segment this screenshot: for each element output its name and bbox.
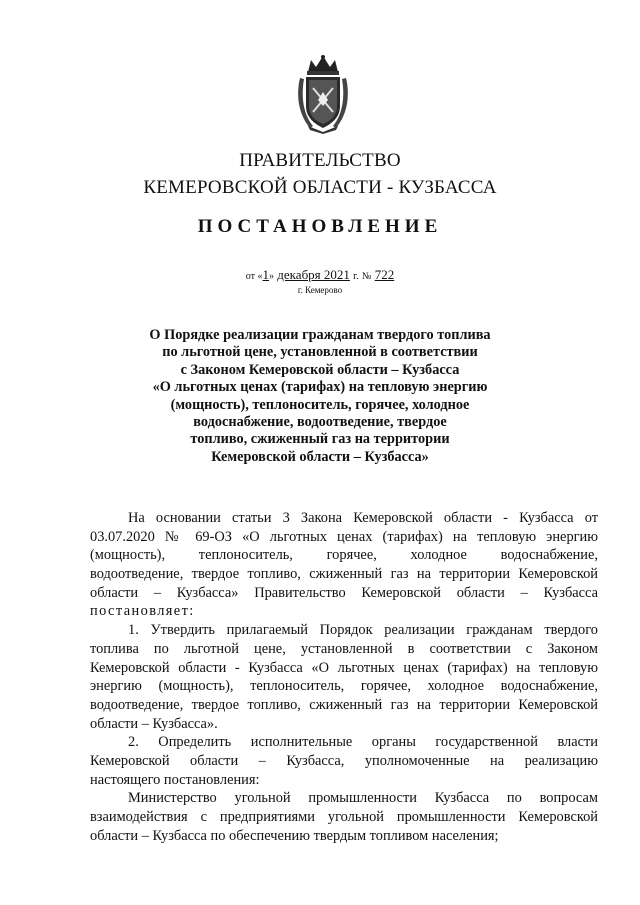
- body-line: водоотведение, твердое топливо, сжиженный газ на территории Кемеровской: [90, 696, 598, 713]
- body-line: водоотведение, твердое топливо, сжиженный газ на территории Кемеровской: [90, 566, 598, 583]
- date-day: 1: [262, 267, 270, 282]
- body-line: энергию (мощность), теплоноситель, горячее, холодное водоснабжение,: [90, 678, 598, 695]
- paragraph-ministry: [90, 789, 598, 845]
- government-name-line1: ПРАВИТЕЛЬСТВО: [239, 150, 401, 171]
- subject-line: «О льготных ценах (тарифах) на тепловую энергию: [152, 379, 488, 396]
- government-name-line2: КЕМЕРОВСКОЙ ОБЛАСТИ - КУЗБАССА: [143, 177, 497, 198]
- date-mid: »: [269, 271, 275, 282]
- subject-line: с Законом Кемеровской области – Кузбасса: [180, 361, 460, 378]
- subject-line: Кемеровской области – Кузбасса»: [211, 448, 429, 465]
- decree-subject: [140, 327, 500, 466]
- body-line: области – Кузбасса».: [90, 715, 218, 732]
- body-line: (мощность), теплоноситель, горячее, холодное водоснабжение,: [90, 547, 598, 564]
- date-month-year: декабря 2021: [277, 267, 350, 282]
- paragraph-item-1: [90, 621, 598, 733]
- body-line: 03.07.2020 № 69-ОЗ «О льготных ценах (тарифах) на тепловую энергию: [90, 528, 598, 545]
- kuzbass-coat-of-arms-icon: [296, 54, 350, 134]
- decree-dateline: [0, 267, 640, 283]
- body-line: 2. Определить исполнительные органы государственной власти: [128, 734, 598, 751]
- subject-line: топливо, сжиженный газ на территории: [190, 431, 450, 448]
- date-suffix: г.: [353, 271, 359, 282]
- body-line: постановляет:: [90, 603, 195, 620]
- number-label: №: [361, 271, 372, 282]
- body-line: Кемеровской области – Кузбасса, уполномоченные на реализацию: [90, 752, 598, 769]
- city-name: г. Кемерово: [297, 285, 343, 295]
- body-line: Кемеровской области - Кузбасса «О льготных ценах (тарифах) на тепловую: [90, 659, 598, 676]
- subject-line: по льготной цене, установленной в соответствии: [162, 344, 478, 361]
- subject-line: О Порядке реализации гражданам твердого топлива: [149, 327, 491, 343]
- body-line: На основании статьи 3 Закона Кемеровской области - Кузбасса от: [128, 510, 598, 526]
- subject-line: (мощность), теплоноситель, горячее, холодное: [170, 396, 470, 413]
- paragraph-item-2: [90, 733, 598, 789]
- body-line: топлива по льготной цене, установленной в соответствии с Законом: [90, 640, 598, 657]
- document-type-title: ПОСТАНОВЛЕНИЕ: [197, 216, 443, 237]
- date-prefix: от «: [245, 271, 263, 282]
- body-line: настоящего постановления:: [90, 771, 260, 788]
- subject-line: водоснабжение, водоотведение, твердое: [193, 414, 447, 431]
- body-line: области – Кузбасса по обеспечению твердым топливом населения;: [90, 827, 499, 844]
- decree-number: 722: [374, 267, 395, 282]
- body-line: области – Кузбасса» Правительство Кемеровской области – Кузбасса: [90, 584, 598, 601]
- body-line: Министерство угольной промышленности Кузбасса по вопросам: [128, 790, 598, 807]
- body-line: взаимодействия с предприятиями угольной промышленности Кемеровской: [90, 809, 598, 825]
- paragraph-basis: [90, 509, 598, 621]
- body-line: 1. Утвердить прилагаемый Порядок реализации гражданам твердого: [128, 622, 598, 639]
- decree-body: [90, 509, 598, 845]
